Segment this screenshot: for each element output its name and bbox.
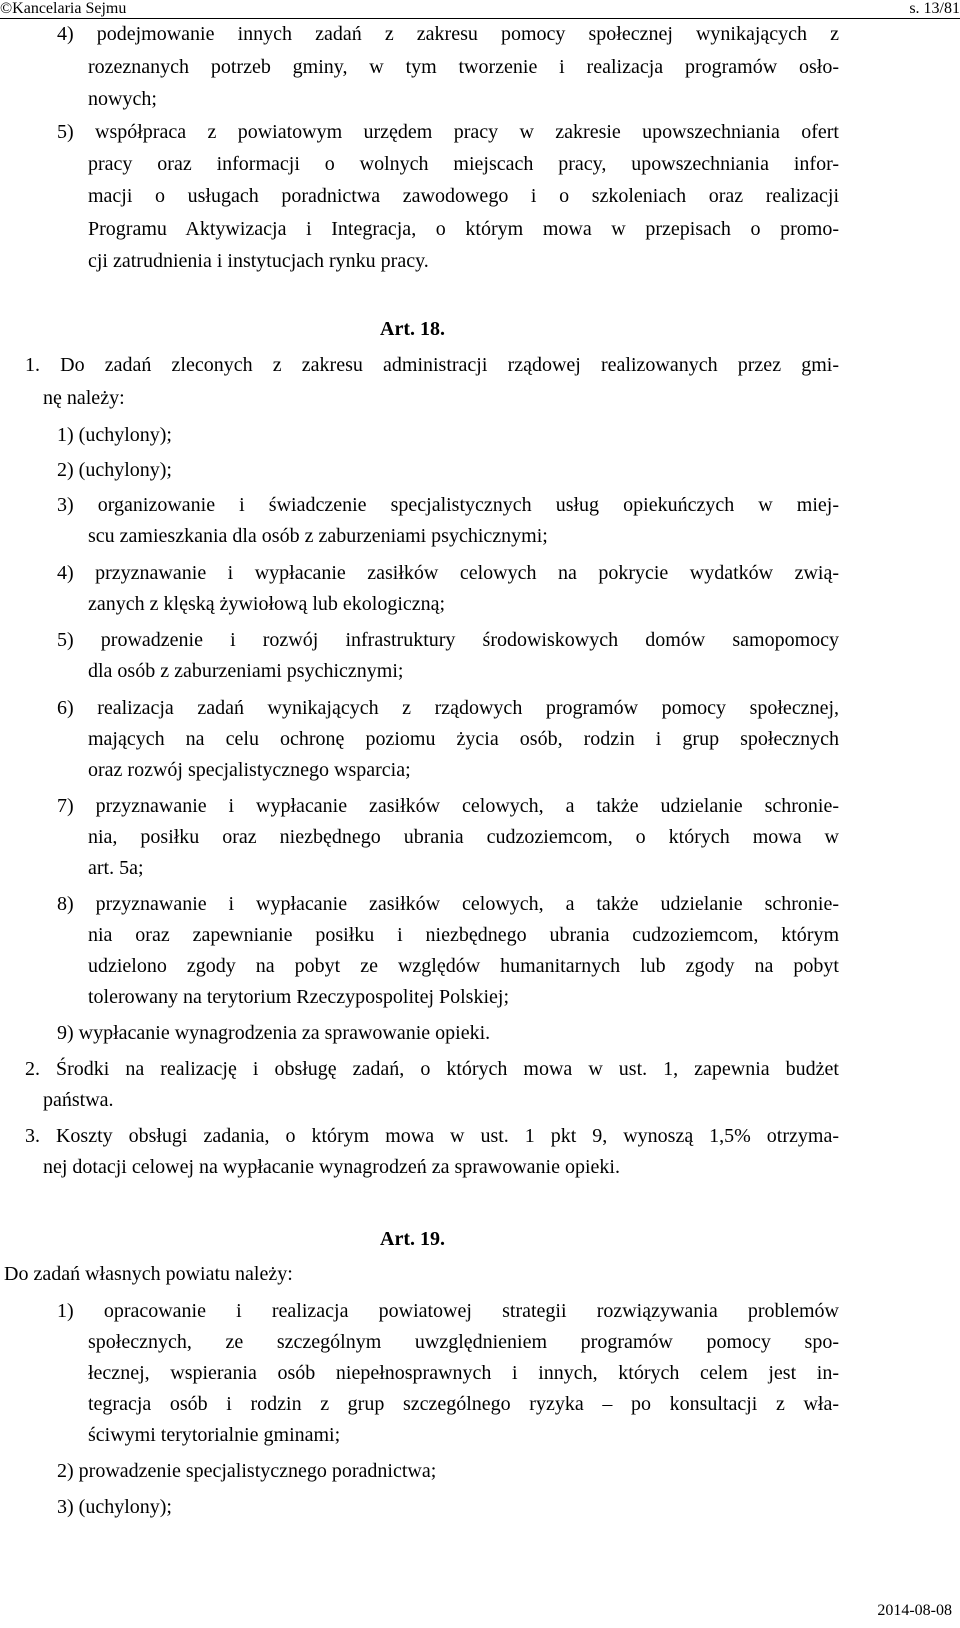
text-line: ściwymi terytorialnie gminami;: [88, 1424, 341, 1446]
text-line: tegracja osób i rodzin z grup szczególnego ryzyka – po konsultacji z wła-: [88, 1393, 839, 1415]
header-divider: [0, 18, 960, 19]
header-page-number: s. 13/81: [909, 0, 960, 17]
text-line: 1) (uchylony);: [57, 424, 172, 446]
text-line: scu zamieszkania dla osób z zaburzeniami psychicznymi;: [88, 525, 548, 547]
text-line: nowych;: [88, 88, 157, 110]
text-line: 2. Środki na realizację i obsługę zadań, o których mowa w ust. 1, zapewnia budżet: [25, 1058, 839, 1080]
footer-date: 2014-08-08: [877, 1602, 952, 1619]
text-line: społecznych, ze szczególnym uwzględnieniem programów pomocy spo-: [88, 1331, 839, 1353]
text-line: pracy oraz informacji o wolnych miejscach pracy, upowszechniania infor-: [88, 153, 839, 175]
text-line: 3) organizowanie i świadczenie specjalistycznych usług opiekuńczych w miej-: [57, 494, 839, 516]
text-line: 5) współpraca z powiatowym urzędem pracy w zakresie upowszechniania ofert: [57, 121, 839, 143]
text-line: 2) (uchylony);: [57, 459, 172, 481]
text-line: nia, posiłku oraz niezbędnego ubrania cudzoziemcom, o których mowa w: [88, 826, 839, 848]
text-line: 4) podejmowanie innych zadań z zakresu pomocy społecznej wynikających z: [57, 23, 839, 45]
text-line: cji zatrudnienia i instytucjach rynku pracy.: [88, 250, 429, 272]
text-line: 5) prowadzenie i rozwój infrastruktury środowiskowych domów samopomocy: [57, 629, 839, 651]
text-line: tolerowany na terytorium Rzeczypospolitej Polskiej;: [88, 986, 510, 1008]
text-line: 2) prowadzenie specjalistycznego poradnictwa;: [57, 1460, 437, 1482]
text-line: 4) przyznawanie i wypłacanie zasiłków celowych na pokrycie wydatków zwią-: [57, 562, 839, 584]
text-line: 6) realizacja zadań wynikających z rządowych programów pomocy społecznej,: [57, 697, 839, 719]
text-line: 1) opracowanie i realizacja powiatowej strategii rozwiązywania problemów: [57, 1300, 839, 1322]
text-line: mających na celu ochronę poziomu życia osób, rodzin i grup społecznych: [88, 728, 839, 750]
text-line: Programu Aktywizacja i Integracja, o którym mowa w przepisach o promo-: [88, 218, 839, 240]
text-line: 9) wypłacanie wynagrodzenia za sprawowanie opieki.: [57, 1022, 491, 1044]
text-line: 8) przyznawanie i wypłacanie zasiłków celowych, a także udzielanie schronie-: [57, 893, 839, 915]
text-line: nej dotacji celowej na wypłacanie wynagrodzeń za sprawowanie opieki.: [43, 1156, 620, 1178]
text-line: art. 5a;: [88, 857, 144, 879]
article-heading: Art. 19.: [380, 1228, 445, 1250]
text-line: nę należy:: [43, 387, 125, 409]
text-line: dla osób z zaburzeniami psychicznymi;: [88, 660, 404, 682]
text-line: 3) (uchylony);: [57, 1496, 172, 1518]
text-line: zanych z klęską żywiołową lub ekologiczną;: [88, 593, 446, 615]
text-line: udzielono zgody na pobyt ze względów humanitarnych lub zgody na pobyt: [88, 955, 839, 977]
text-line: macji o usługach poradnictwa zawodowego i o szkoleniach oraz realizacji: [88, 185, 839, 207]
header-source: ©Kancelaria Sejmu: [0, 0, 127, 17]
text-line: 7) przyznawanie i wypłacanie zasiłków celowych, a także udzielanie schronie-: [57, 795, 839, 817]
text-line: Do zadań własnych powiatu należy:: [4, 1263, 293, 1285]
text-line: państwa.: [43, 1089, 114, 1111]
text-line: nia oraz zapewnianie posiłku i niezbędnego ubrania cudzoziemcom, którym: [88, 924, 839, 946]
text-line: oraz rozwój specjalistycznego wsparcia;: [88, 759, 411, 781]
text-line: rozeznanych potrzeb gminy, w tym tworzenie i realizacja programów osło-: [88, 56, 839, 78]
text-line: łecznej, wspierania osób niepełnosprawnych i innych, których celem jest in-: [88, 1362, 839, 1384]
text-line: 1. Do zadań zleconych z zakresu administracji rządowej realizowanych przez gmi-: [25, 354, 839, 376]
text-line: 3. Koszty obsługi zadania, o którym mowa w ust. 1 pkt 9, wynoszą 1,5% otrzyma-: [25, 1125, 839, 1147]
article-heading: Art. 18.: [380, 318, 445, 340]
